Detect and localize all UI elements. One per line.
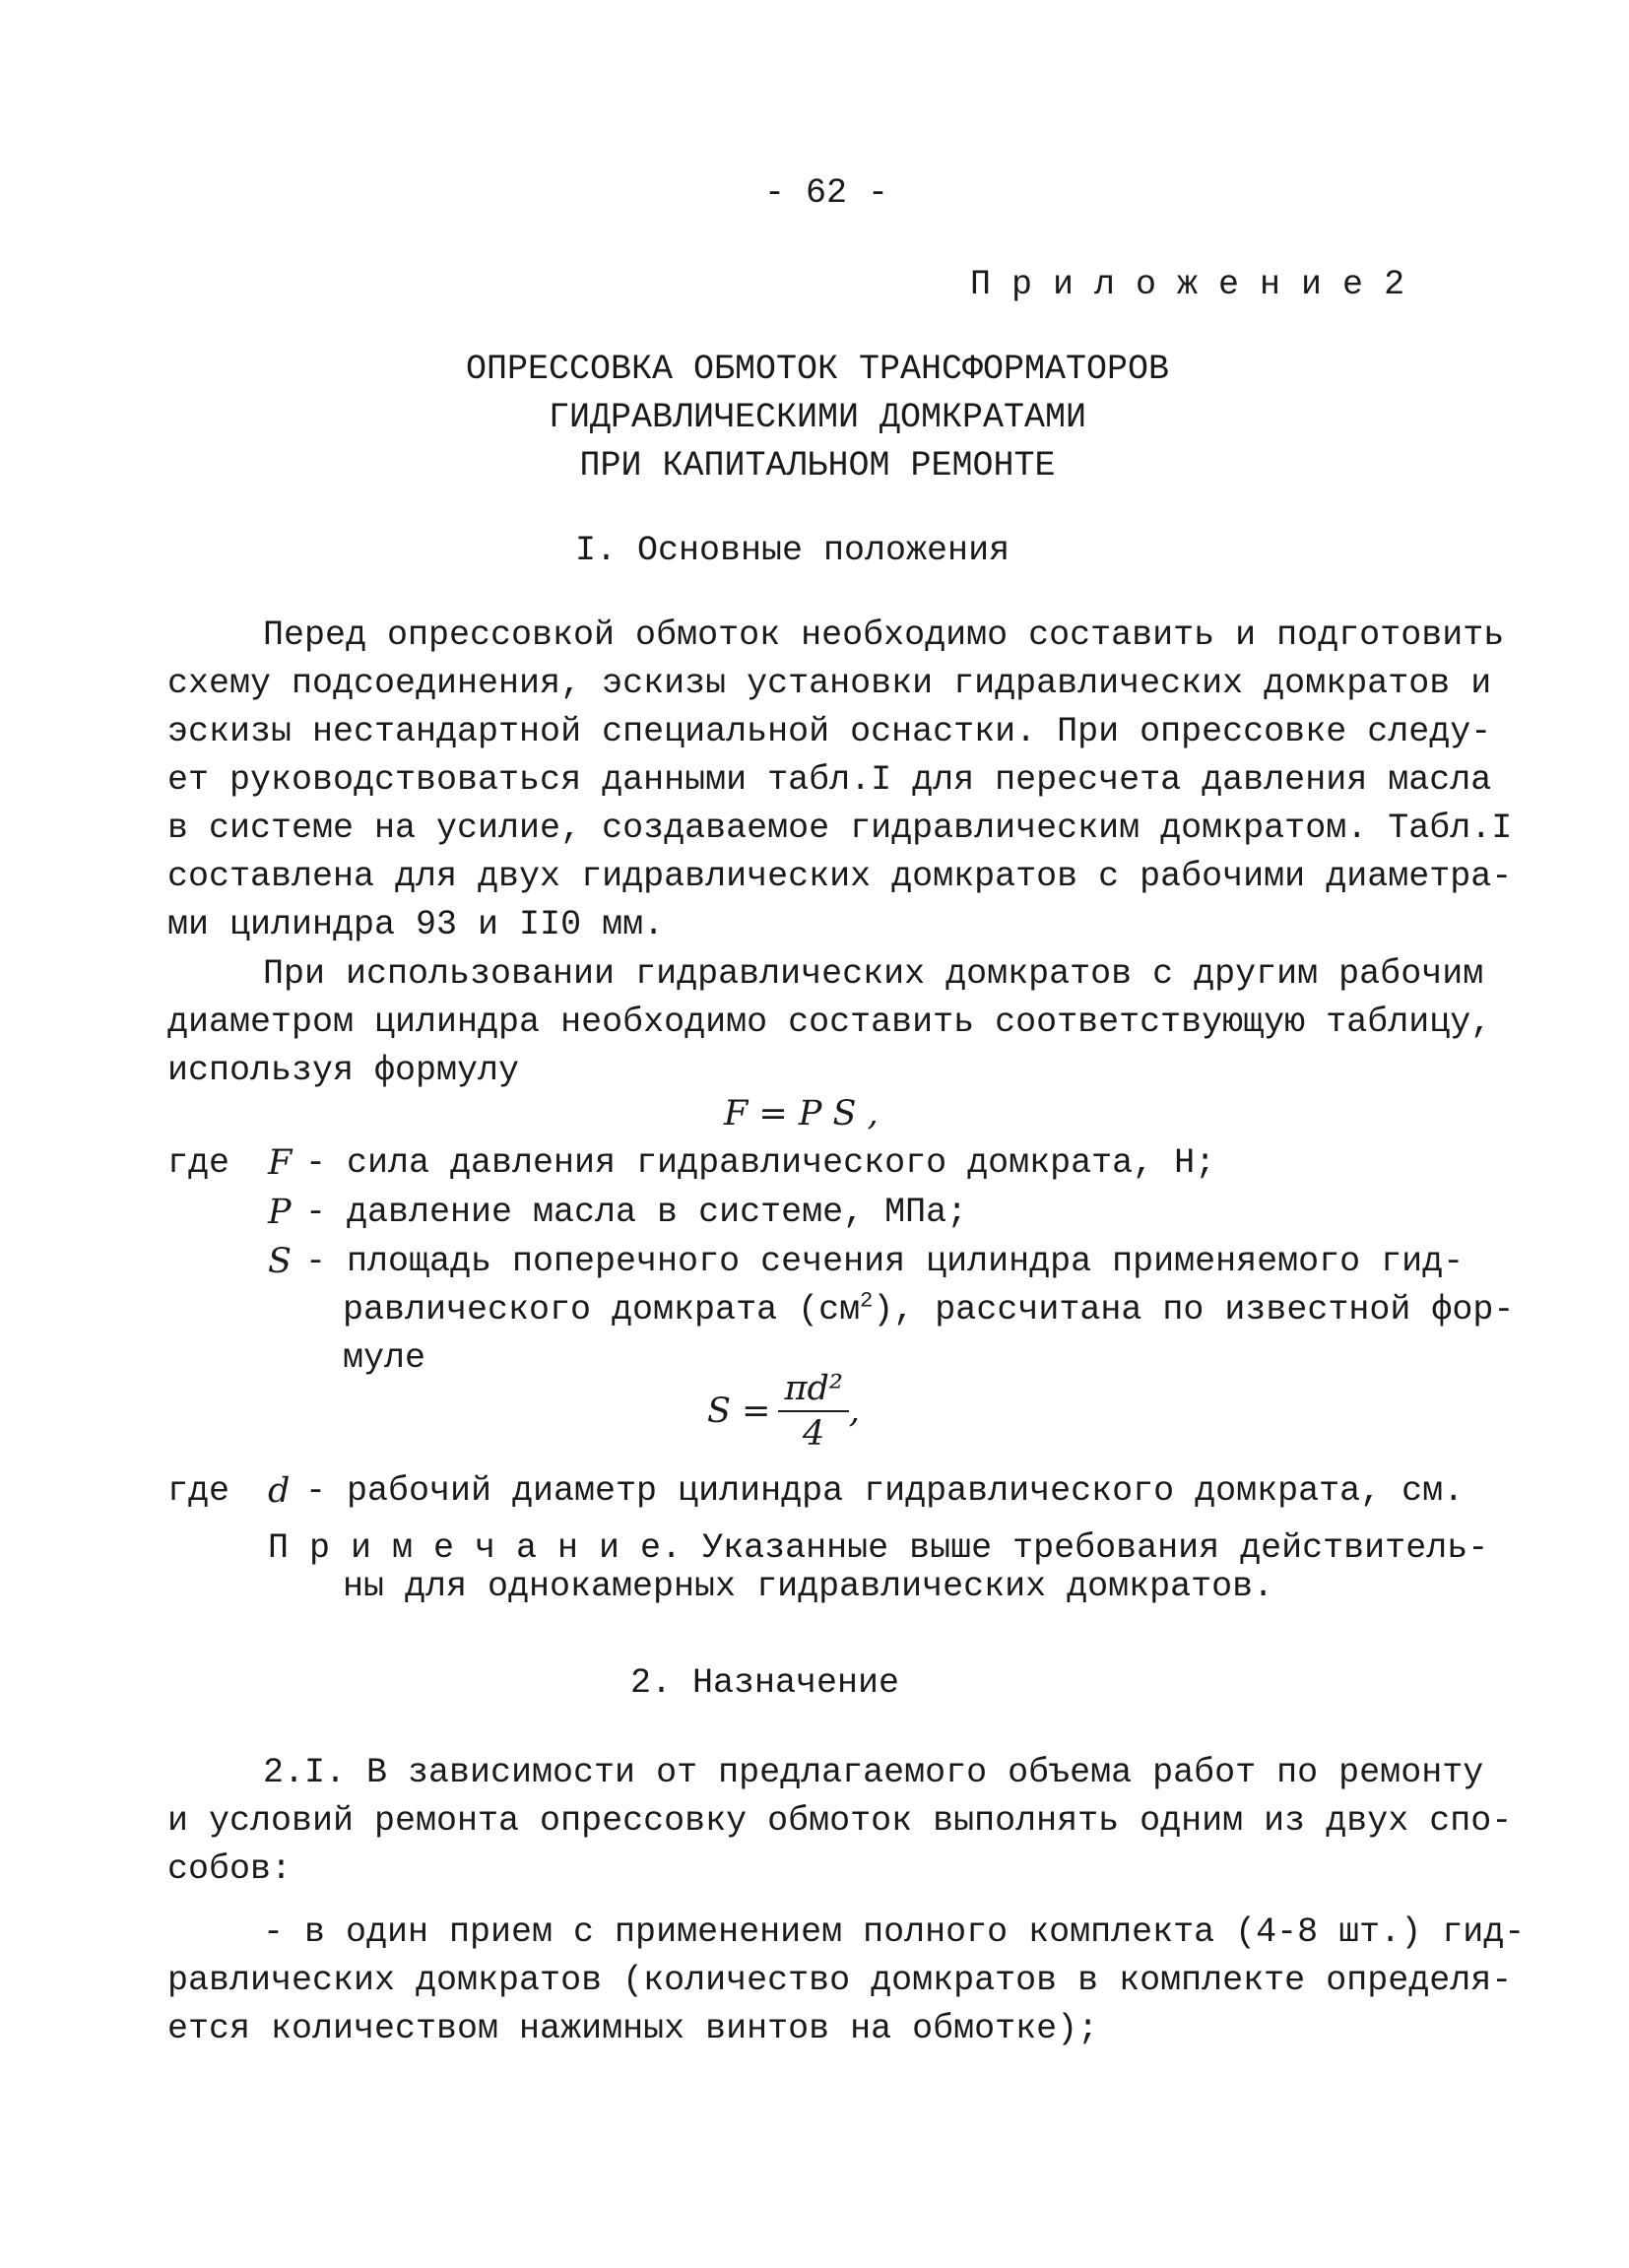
formula-comma: , — [848, 1391, 861, 1431]
definition-text: - давление масла в системе, МПа; — [305, 1193, 968, 1232]
paragraph-line: ется количеством нажимных винтов на обмотке); — [167, 2009, 1099, 2048]
formula-area — [707, 1367, 860, 1456]
paragraph-line: в системе на усилие, создаваемое гидравлическим домкратом. Табл.I — [167, 809, 1513, 848]
paragraph-line: эскизы нестандартной специальной оснастки. При опрессовке следу- — [167, 712, 1492, 751]
definition-text: - сила давления гидравлического домкрата, Н; — [305, 1143, 1216, 1183]
appendix-label: П р и л о ж е н и е 2 — [970, 265, 1405, 304]
superscript: 2 — [860, 1288, 874, 1314]
paragraph-line: составлена для двух гидравлических домкратов с рабочими диаметра- — [167, 857, 1513, 896]
title-line-3: ПРИ КАПИТАЛЬНОМ РЕМОНТЕ — [579, 446, 1056, 486]
formula-force: F = P S , — [724, 1094, 879, 1134]
definition-symbol: S — [268, 1242, 292, 1281]
definition-symbol: F — [268, 1143, 293, 1183]
paragraph-line: схему подсоединения, эскизы установки гидравлических домкратов и — [167, 664, 1492, 703]
paragraph-line: равлических домкратов (количество домкратов в комплекте определя- — [167, 1961, 1513, 2000]
definition-text: - рабочий диаметр цилиндра гидравлического домкрата, см. — [305, 1471, 1465, 1511]
section-2-heading: 2. Назначение — [630, 1663, 900, 1703]
definition-symbol: d — [268, 1471, 291, 1511]
paragraph-line: используя формулу — [167, 1051, 520, 1090]
formula-lhs: S = — [707, 1391, 771, 1431]
section-1-heading: I. Основные положения — [575, 531, 1010, 570]
paragraph-line: - в один прием с применением полного комплекта (4-8 шт.) гид- — [263, 1912, 1526, 1952]
title-line-1: ОПРЕССОВКА ОБМОТОК ТРАНСФОРМАТОРОВ — [465, 350, 1170, 389]
paragraph-line: Перед опрессовкой обмоток необходимо составить и подготовить — [263, 616, 1505, 655]
paragraph-line: диаметром цилиндра необходимо составить соответствующую таблицу, — [167, 1003, 1492, 1042]
title-line-2: ГИДРАВЛИЧЕСКИМИ ДОМКРАТАМИ — [548, 398, 1087, 437]
fraction-numerator: πd² — [778, 1367, 848, 1412]
paragraph-line: При использовании гидравлических домкратов с другим рабочим — [263, 954, 1484, 994]
definition-continuation: муле — [343, 1338, 426, 1378]
paragraph-line: собов: — [167, 1849, 293, 1889]
where-label: где — [167, 1143, 230, 1183]
note-line-1: П р и м е ч а н и е. Указанные выше требования действитель- — [268, 1528, 1489, 1568]
definition-text-part: равлического домкрата (см — [343, 1290, 861, 1329]
page-number: - 62 - — [764, 173, 889, 213]
paragraph-line: ми цилиндра 93 и II0 мм. — [167, 905, 665, 944]
paragraph-line: ет руководствоваться данными табл.I для пересчета давления масла — [167, 760, 1492, 800]
definition-text: - площадь поперечного сечения цилиндра применяемого гид- — [305, 1242, 1465, 1281]
note-line-2: ны для однокамерных гидравлических домкратов. — [343, 1567, 1274, 1606]
formula-fraction — [778, 1367, 848, 1456]
where-label: где — [167, 1471, 230, 1511]
paragraph-line: 2.I. В зависимости от предлагаемого объема работ по ремонту — [263, 1753, 1484, 1792]
definition-symbol: P — [268, 1193, 292, 1232]
definition-continuation — [343, 1286, 1514, 1334]
fraction-denominator: 4 — [803, 1414, 825, 1454]
paragraph-line: и условий ремонта опрессовку обмоток выполнять одним из двух спо- — [167, 1801, 1513, 1841]
definition-text-part: ), рассчитана по известной фор- — [873, 1290, 1515, 1329]
